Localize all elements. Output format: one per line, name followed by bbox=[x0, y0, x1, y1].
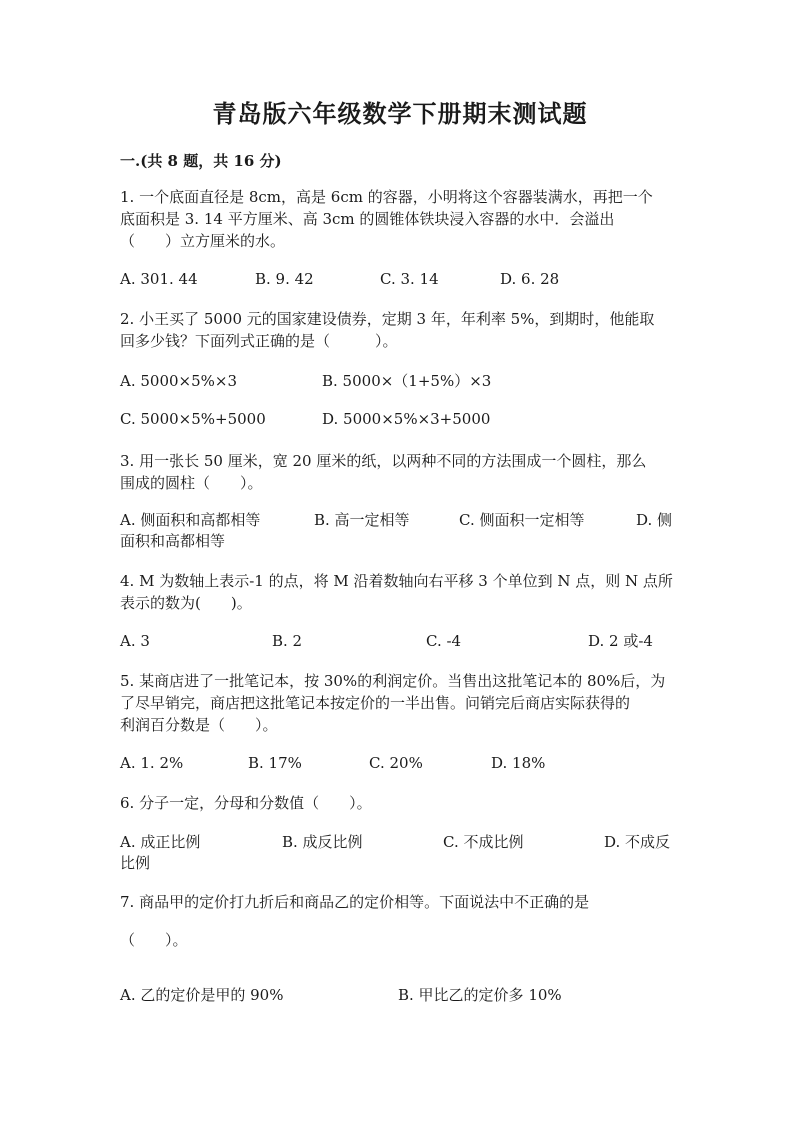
question-5 bbox=[120, 670, 680, 736]
question-7-line-1: 7. 商品甲的定价打九折后和商品乙的定价相等。下面说法中不正确的是 bbox=[120, 893, 590, 911]
question-4-options bbox=[120, 630, 680, 652]
question-3-options bbox=[120, 509, 680, 531]
question-1 bbox=[120, 186, 680, 252]
question-3-option-c: C. 侧面积一定相等 bbox=[459, 511, 585, 529]
question-6 bbox=[120, 792, 680, 814]
question-3-option-a: A. 侧面积和高都相等 bbox=[120, 511, 261, 529]
question-7-options bbox=[120, 984, 680, 1006]
question-3-option-d: D. 侧 bbox=[636, 511, 673, 529]
question-5-option-a: A. 1. 2% bbox=[120, 754, 184, 772]
question-2-options-row-2 bbox=[120, 408, 680, 430]
question-2-option-d: D. 5000×5%×3+5000 bbox=[322, 410, 491, 428]
question-1-option-c: C. 3. 14 bbox=[380, 270, 439, 288]
question-2 bbox=[120, 308, 680, 352]
question-1-line-3: （ ）立方厘米的水。 bbox=[120, 232, 286, 250]
question-5-line-2: 了尽早销完，商店把这批笔记本按定价的一半出售。问销完后商店实际获得的 bbox=[120, 694, 631, 712]
question-5-line-1: 5. 某商店进了一批笔记本，按 30%的利润定价。当售出这批笔记本的 80%后，为 bbox=[120, 672, 666, 690]
question-6-option-d-continued: 比例 bbox=[120, 854, 151, 872]
question-3-line-1: 3. 用一张长 50 厘米，宽 20 厘米的纸，以两种不同的方法围成一个圆柱，那么 bbox=[120, 452, 647, 470]
question-4 bbox=[120, 570, 680, 614]
question-7-option-b: B. 甲比乙的定价多 10% bbox=[398, 986, 562, 1004]
question-3 bbox=[120, 450, 680, 494]
question-4-option-d: D. 2 或-4 bbox=[588, 632, 653, 650]
question-4-line-2: 表示的数为( )。 bbox=[120, 594, 252, 612]
question-3-option-b: B. 高一定相等 bbox=[314, 511, 410, 529]
question-7-continued bbox=[120, 929, 680, 951]
question-3-options-wrap bbox=[120, 530, 680, 552]
question-1-options bbox=[120, 268, 680, 290]
question-2-options-row-1 bbox=[120, 370, 680, 392]
question-2-option-a: A. 5000×5%×3 bbox=[120, 372, 238, 390]
question-6-option-b: B. 成反比例 bbox=[282, 833, 363, 851]
question-1-option-d: D. 6. 28 bbox=[500, 270, 560, 288]
question-6-options bbox=[120, 831, 680, 853]
question-5-line-3: 利润百分数是（ ）。 bbox=[120, 716, 278, 734]
question-1-line-2: 底面积是 3. 14 平方厘米、高 3cm 的圆锥体铁块浸入容器的水中．会溢出 bbox=[120, 210, 615, 228]
section-heading: 一.(共 8 题，共 16 分) bbox=[120, 152, 282, 170]
question-5-option-d: D. 18% bbox=[491, 754, 546, 772]
question-6-option-d: D. 不成反 bbox=[604, 833, 671, 851]
question-3-option-d-continued: 面积和高都相等 bbox=[120, 532, 226, 550]
question-4-option-a: A. 3 bbox=[120, 632, 150, 650]
question-6-options-wrap bbox=[120, 852, 680, 874]
question-2-option-c: C. 5000×5%+5000 bbox=[120, 410, 266, 428]
question-7-line-2: （ ）。 bbox=[120, 931, 188, 949]
question-6-option-a: A. 成正比例 bbox=[120, 833, 201, 851]
question-1-line-1: 1. 一个底面直径是 8cm，高是 6cm 的容器，小明将这个容器装满水，再把一个 bbox=[120, 188, 653, 206]
question-5-options bbox=[120, 752, 680, 774]
question-3-line-2: 围成的圆柱（ ）。 bbox=[120, 474, 263, 492]
question-1-option-b: B. 9. 42 bbox=[255, 270, 314, 288]
question-4-option-b: B. 2 bbox=[272, 632, 303, 650]
question-5-option-b: B. 17% bbox=[248, 754, 302, 772]
question-7-option-a: A. 乙的定价是甲的 90% bbox=[120, 986, 284, 1004]
question-5-option-c: C. 20% bbox=[369, 754, 423, 772]
question-2-line-2: 回多少钱？下面列式正确的是（ ）。 bbox=[120, 332, 398, 350]
question-2-line-1: 2. 小王买了 5000 元的国家建设债券，定期 3 年，年利率 5%，到期时，他能取 bbox=[120, 310, 655, 328]
question-6-option-c: C. 不成比例 bbox=[443, 833, 524, 851]
page-title: 青岛版六年级数学下册期末测试题 bbox=[212, 99, 588, 128]
question-4-line-1: 4. M 为数轴上表示-1 的点，将 M 沿着数轴向右平移 3 个单位到 N 点，则 N 点所 bbox=[120, 572, 673, 590]
question-1-option-a: A. 301. 44 bbox=[120, 270, 198, 288]
question-6-line-1: 6. 分子一定，分母和分数值（ ）。 bbox=[120, 794, 372, 812]
question-4-option-c: C. -4 bbox=[426, 632, 462, 650]
question-2-option-b: B. 5000×（1+5%）×3 bbox=[322, 372, 492, 390]
question-7 bbox=[120, 891, 680, 913]
